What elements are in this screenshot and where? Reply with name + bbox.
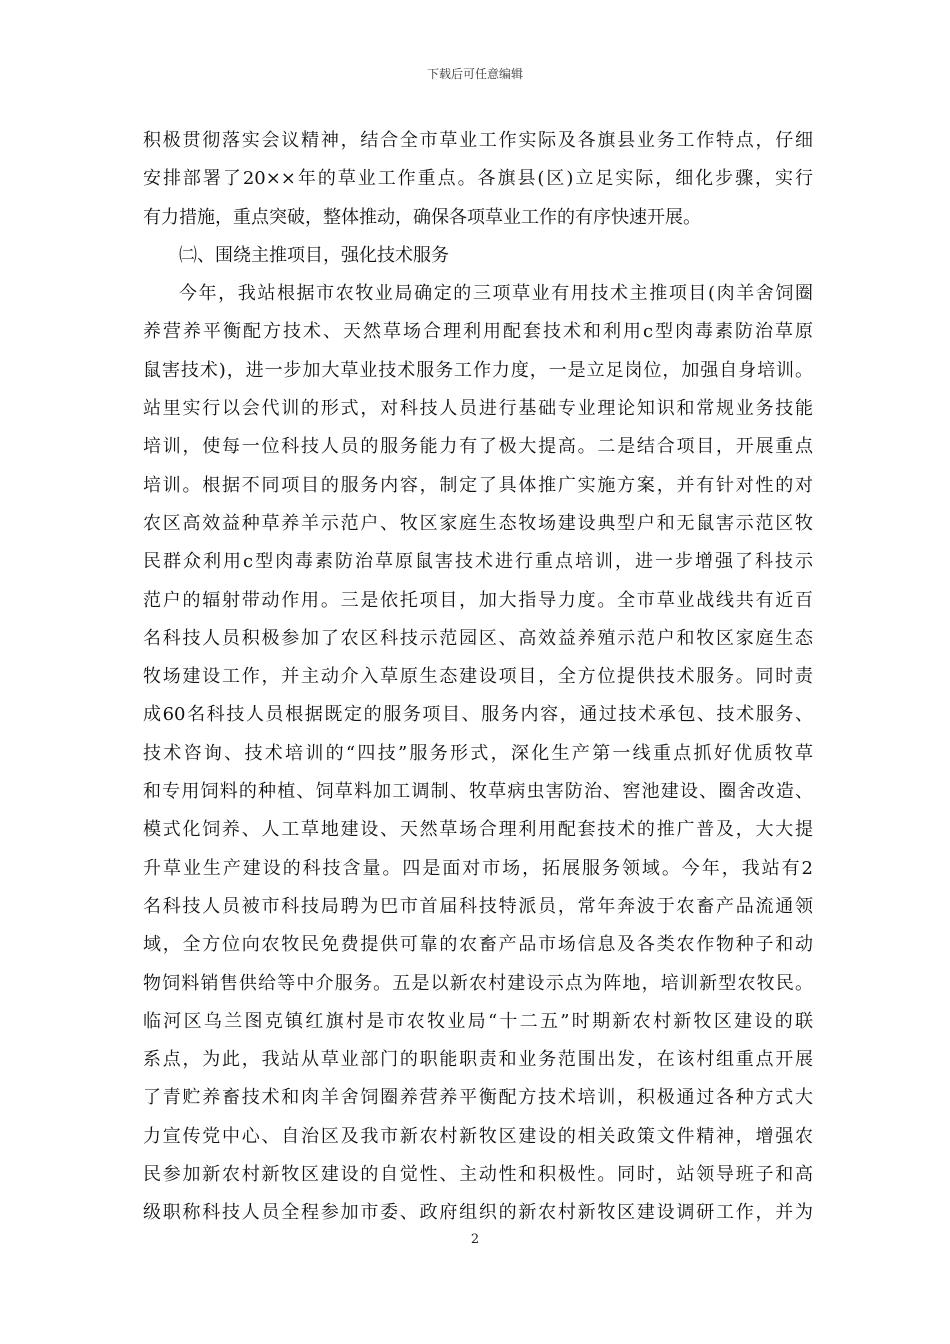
text-line: 农区高效益种草养羊示范户、牧区家庭生态牧场建设典型户和无鼠害示范区牧 bbox=[143, 512, 813, 534]
text-line: 站里实行以会代训的形式，对科技人员进行基础专业理论知识和常规业务技能 bbox=[143, 398, 813, 420]
text-line: 名科技人员积极参加了农区科技示范园区、高效益养殖示范户和牧区家庭生态 bbox=[143, 627, 813, 649]
text-line: 有力措施，重点突破，整体推动，确保各项草业工作的有序快速开展。 bbox=[143, 206, 701, 228]
text-line: 系点，为此，我站从草业部门的职能职责和业务范围出发，在该村组重点开展 bbox=[143, 1049, 813, 1071]
text-line: 民群众利用c型肉毒素防治草原鼠害技术进行重点培训，进一步增强了科技示 bbox=[143, 551, 813, 573]
text-line: 技术咨询、技术培训的“四技”服务形式，深化生产第一线重点抓好优质牧草 bbox=[143, 742, 813, 764]
text-line: 升草业生产建设的科技含量。四是面对市场，拓展服务领域。今年，我站有2 bbox=[143, 857, 813, 879]
text-line: 了青贮养畜技术和肉羊舍饲圈养营养平衡配方技术培训，积极通过各种方式大 bbox=[143, 1087, 813, 1109]
text-line: 模式化饲养、人工草地建设、天然草场合理利用配套技术的推广普及，大大提 bbox=[143, 819, 813, 841]
text-line: 域，全方位向农牧民免费提供可靠的农畜产品市场信息及各类农作物种子和动 bbox=[143, 934, 813, 956]
document-body bbox=[143, 122, 813, 1233]
text-line: 培训，使每一位科技人员的服务能力有了极大提高。二是结合项目，开展重点 bbox=[143, 436, 813, 458]
text-line: 民参加新农村新牧区建设的自觉性、主动性和积极性。同时，站领导班子和高 bbox=[143, 1164, 813, 1186]
text-line: 物饲料销售供给等中介服务。五是以新农村建设示点为阵地，培训新型农牧民。 bbox=[143, 972, 813, 994]
text-line: 临河区乌兰图克镇红旗村是市农牧业局“十二五”时期新农村新牧区建设的联 bbox=[143, 1010, 813, 1032]
page-header-note: 下载后可任意编辑 bbox=[426, 67, 523, 81]
text-line: 范户的辐射带动作用。三是依托项目，加大指导力度。全市草业战线共有近百 bbox=[143, 589, 813, 611]
text-line: 培训。根据不同项目的服务内容，制定了具体推广实施方案，并有针对性的对 bbox=[143, 474, 813, 496]
text-line: 级职称科技人员全程参加市委、政府组织的新农村新牧区建设调研工作，并为 bbox=[143, 1202, 813, 1224]
text-line: 和专用饲料的种植、饲草料加工调制、牧草病虫害防治、窖池建设、圈舍改造、 bbox=[143, 781, 813, 803]
section-heading: ㈡、围绕主推项目，强化技术服务 bbox=[179, 244, 449, 266]
text-line: 积极贯彻落实会议精神，结合全市草业工作实际及各旗县业务工作特点，仔细 bbox=[143, 130, 813, 151]
text-line: 力宣传党中心、自治区及我市新农村新牧区建设的相关政策文件精神，增强农 bbox=[143, 1125, 813, 1147]
text-line: 安排部署了20××年的草业工作重点。各旗县(区)立足实际，细化步骤，实行 bbox=[143, 168, 813, 190]
text-line: 牧场建设工作，并主动介入草原生态建设项目，全方位提供技术服务。同时责 bbox=[143, 666, 813, 688]
text-line: 鼠害技术)，进一步加大草业技术服务工作力度，一是立足岗位，加强自身培训。 bbox=[143, 359, 813, 381]
text-line: 成60名科技人员根据既定的服务项目、服务内容，通过技术承包、技术服务、 bbox=[143, 704, 813, 726]
paragraph-first-line: 今年，我站根据市农牧业局确定的三项草业有用技术主推项目(肉羊舍饲圈 bbox=[179, 283, 813, 305]
text-line: 名科技人员被市科技局聘为巴市首届科技特派员，常年奔波于农畜产品流通领 bbox=[143, 895, 813, 917]
page-number: 2 bbox=[470, 1232, 480, 1247]
text-line: 养营养平衡配方技术、天然草场合理利用配套技术和利用c型肉毒素防治草原 bbox=[143, 321, 813, 343]
